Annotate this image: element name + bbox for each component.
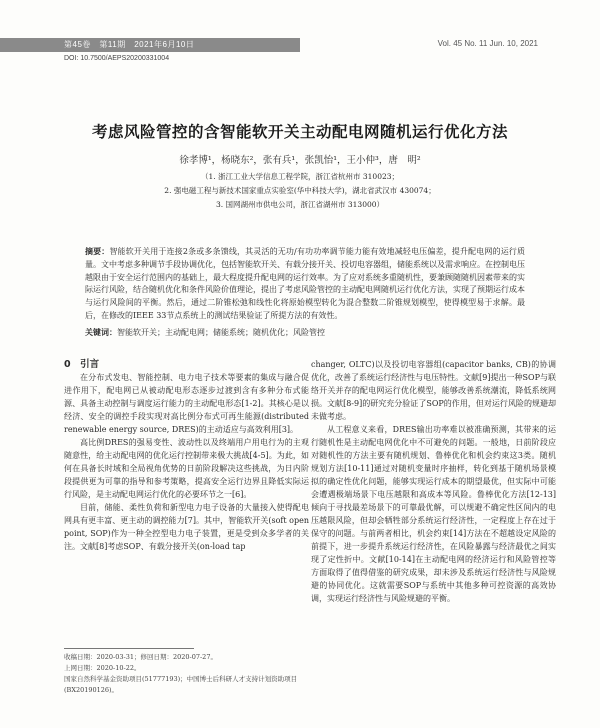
abstract <box>85 246 525 323</box>
footnote: 上网日期：2020-10-22。 <box>64 664 141 672</box>
right-column <box>311 358 556 605</box>
paragraph: 高比例DRES的强易变性、波动性以及终端用户用电行为的主观随意性，给主动配电网的优化运行控制带来极大挑战[4-5]。为此，如何在具备长时域和全局视角优势的日前阶段解决这些挑战，为日内阶段提供更为可靠的指导和参考策略，提高安全运行边界且降低实际运行风险，是主动配电网运行优化的必要环节之一[6]。 <box>64 438 309 499</box>
affiliation-line: 3. 国网湖州市供电公司，浙江省湖州市 313000） <box>215 200 385 209</box>
left-column <box>64 358 309 553</box>
affiliations <box>0 170 600 212</box>
section-heading: 0 引言 <box>64 359 100 370</box>
keywords-label: 关键词： <box>85 328 117 337</box>
paragraph: changer, OLTC)以及投切电容器组(capacitor banks, CB)的协调优化，改善了系统运行经济性与电压特性。文献[9]提出一种SOP与联络开关并存的配电网运行优化模型，能够改善系统潮流，降低系统网损。文献[8-9]的研究充分验证了SOP的作用，但对运行风险的规避却未做考虑。 <box>311 360 556 421</box>
keywords-text: 智能软开关；主动配电网；储能系统；随机优化；风险管控 <box>117 328 325 337</box>
abstract-text: 智能软开关用于连接2条或多条馈线，其灵活的无功/有功功率调节能力能有效地减轻电压偏差，提升配电网的运行质量。文中考虑多种调节手段协调优化，包括智能软开关、有载分接开关、投切电容器组，储能系统以及需求响应。在控制电压越限由于安全运行范围内的基础上，最大程度提升配电网的运行效率。为了应对系统多重随机性，要兼顾随随机因素带来的实际运行风险，结合随机优化和条件风险价值理论，提出了考虑风险管控的主动配电网随机运行优化方法，实现了预期运行成本与运行风险间的平衡。然后，通过二阶锥松弛和线性化将原始模型转化为混合整数二阶锥规划模型，使得模型易于求解。最后，在修改的IEEE 33节点系统上的测试结果验证了所提方法的有效性。 <box>85 247 526 320</box>
footnote-divider <box>64 648 194 649</box>
doi[interactable]: DOI: 10.7500/AEPS20200331004 <box>64 55 170 62</box>
paper-title: 考虑风险管控的含智能软开关主动配电网随机运行优化方法 <box>91 122 508 141</box>
journal-issue: 第45卷 第11期 2021年6月10日 <box>64 40 195 49</box>
affiliation-line: 2. 强电磁工程与新技术国家重点实验室(华中科技大学)，湖北省武汉市 430074； <box>164 186 436 195</box>
paragraph: 从工程意义来看，DRES输出功率难以被准确预测，其带来的运行随机性是主动配电网优化中不可避免的问题。一般地，日前阶段应对随机性的方法主要有随机规划、鲁棒优化和机会约束这3类。随机规划方法[10-11]通过对随机变量时序抽样，转化到基于随机场景模拟的确定性优化问题，能够实现运行成本的期望最优，但实际中可能会遭遇极端场景下电压越限和高成本等风险。鲁棒优化方法[12-13]倾向于寻找最差场景下的可靠最优解，可以规避不确定性区间内的电压越限风险，但却会牺牲部分系统运行经济性，一定程度上存在过于保守的问题。与前两者相比，机会约束[14]方法在不超越设定风险的前提下，进一步提升系统运行经济性，在风险暴露与经济最优之间实现了定性折中。文献[10-14]在主动配电网的经济运行和风险管控等方面取得了值得借鉴的研究成果，却未涉及系统运行经济性与风险规避的协同优化。这就需要SOP与系统中其他多种可控资源的高效协调，实现运行经济性与风险规避的平衡。 <box>311 425 556 603</box>
paragraph: 目前，储能、柔性负荷和新型电力电子设备的大量接入使得配电网具有更丰富、更主动的调控能力[7]。其中，智能软开关(soft open point, SOP)作为一种全控型电力电子装置，更是受到众多学者的关注。文献[8]考虑SOP、有载分接开关(on-load tap <box>64 503 309 551</box>
keywords <box>85 327 525 338</box>
footnote: 收稿日期：2020-03-31；修回日期：2020-07-27。 <box>64 653 217 661</box>
footnote: 国家自然科学基金资助项目(51777193)；中国博士后科研人才支持计划资助项目(BX20190126)。 <box>64 675 298 694</box>
authors: 徐孝博¹，杨晓东²，张有兵¹，张凯怡¹，王小仲³，唐 明² <box>179 155 421 166</box>
journal-volume-en: Vol. 45 No. 11 Jun. 10, 2021 <box>437 39 538 48</box>
footnotes <box>64 652 314 696</box>
affiliation-line: （1. 浙江工业大学信息工程学院，浙江省杭州市 310023； <box>200 172 400 181</box>
paragraph: 在分布式发电、智能控制、电力电子技术等要素的集成与融合促进作用下，配电网已从被动配电形态逐步过渡到含有多种分布式能源、具备主动控制与调度运行能力的主动配电形态[1-2]。其核心是以经济、安全的调控手段实现对高比例分布式可再生能源(distributed renewable energy source, DRES)的主动适应与高效利用[3]。 <box>64 373 309 434</box>
abstract-label: 摘要： <box>85 247 110 256</box>
